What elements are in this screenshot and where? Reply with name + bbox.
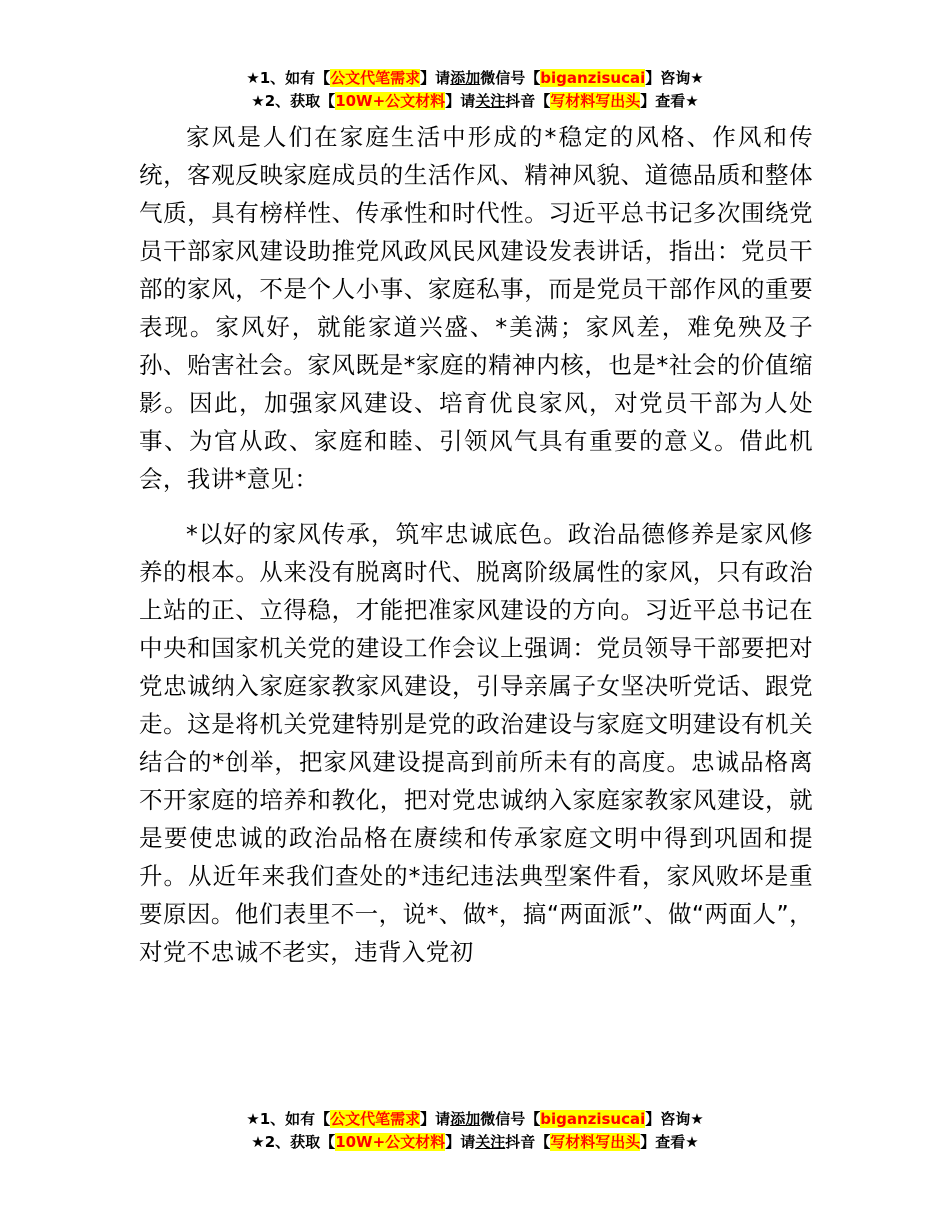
paragraph-2: *以好的家风传承，筑牢忠诚底色。政治品德修养是家风修养的根本。从来没有脱离时代、脱离阶级属性的家风，只有政治上站的正、立得稳，才能把准家风建设的方向。习近平总书记在中央和国家机关党的建设工作会议上强调：党员领导干部要把对党忠诚纳入家庭家教家风建设，引导亲属子女坚决听党话、跟党走。这是将机关党建特别是党的政治建设与家庭文明建设有机关结合的*创举，把家风建设提高到前所未有的高度。忠诚品格离不开家庭的培养和教化，把对党忠诚纳入家庭家教家风建设，就是要使忠诚的政治品格在赓续和传承家庭文明中得到巩固和提升。从近年来我们查处的*违纪违法典型案件看，家风败坏是重要原因。他们表里不一，说*、做*，搞“两面派”、做“两面人”，对党不忠诚不老实，违背入党初 bbox=[139, 520, 813, 966]
banner-emphasis: 添加 bbox=[450, 1110, 481, 1128]
highlight-douyin-id: 写材料写出头 bbox=[550, 92, 641, 110]
banner-text: 微信号【 bbox=[480, 69, 541, 87]
banner-text: 】请 bbox=[420, 1110, 451, 1128]
banner-text: 】查看★ bbox=[640, 1133, 699, 1151]
banner-text: ★1、如有【 bbox=[246, 1110, 331, 1128]
banner-text: 】请 bbox=[445, 1133, 476, 1151]
banner-text: ★2、获取【 bbox=[251, 1133, 336, 1151]
banner-text: 】请 bbox=[420, 69, 451, 87]
footer-banner bbox=[0, 1108, 950, 1154]
banner-text: 抖音【 bbox=[505, 92, 551, 110]
banner-text: ★1、如有【 bbox=[246, 69, 331, 87]
banner-text: 】查看★ bbox=[640, 92, 699, 110]
banner-line-2 bbox=[0, 1131, 950, 1154]
banner-text: 抖音【 bbox=[505, 1133, 551, 1151]
banner-text: 】咨询★ bbox=[645, 1110, 704, 1128]
highlight-wechat-id: biganzisucai bbox=[540, 1110, 646, 1128]
highlight-douyin-id: 写材料写出头 bbox=[550, 1133, 641, 1151]
header-banner bbox=[0, 67, 950, 113]
paragraph-1: 家风是人们在家庭生活中形成的*稳定的风格、作风和传统，客观反映家庭成员的生活作风、精神风貌、道德品质和整体气质，具有榜样性、传承性和时代性。习近平总书记多次围绕党员干部家风建设助推党风政风民风建设发表讲话，指出：党员干部的家风，不是个人小事、家庭私事，而是党员干部作风的重要表现。家风好，就能家道兴盛、*美满；家风差，难免殃及子孙、贻害社会。家风既是*家庭的精神内核，也是*社会的价值缩影。因此，加强家风建设、培育优良家风，对党员干部为人处事、为官从政、家庭和睦、引领风气具有重要的意义。借此机会，我讲*意见： bbox=[139, 123, 813, 493]
banner-line-2 bbox=[0, 90, 950, 113]
banner-text: ★2、获取【 bbox=[251, 92, 336, 110]
highlight-service: 公文代笔需求 bbox=[330, 1110, 421, 1128]
banner-line-1 bbox=[0, 67, 950, 90]
highlight-materials: 10W+公文材料 bbox=[335, 92, 446, 110]
banner-text: 】咨询★ bbox=[645, 69, 704, 87]
banner-emphasis: 关注 bbox=[475, 1133, 506, 1151]
highlight-wechat-id: biganzisucai bbox=[540, 69, 646, 87]
highlight-materials: 10W+公文材料 bbox=[335, 1133, 446, 1151]
banner-text: 微信号【 bbox=[480, 1110, 541, 1128]
document-body bbox=[139, 118, 813, 971]
banner-emphasis: 添加 bbox=[450, 69, 481, 87]
banner-line-1 bbox=[0, 1108, 950, 1131]
highlight-service: 公文代笔需求 bbox=[330, 69, 421, 87]
banner-text: 】请 bbox=[445, 92, 476, 110]
banner-emphasis: 关注 bbox=[475, 92, 506, 110]
